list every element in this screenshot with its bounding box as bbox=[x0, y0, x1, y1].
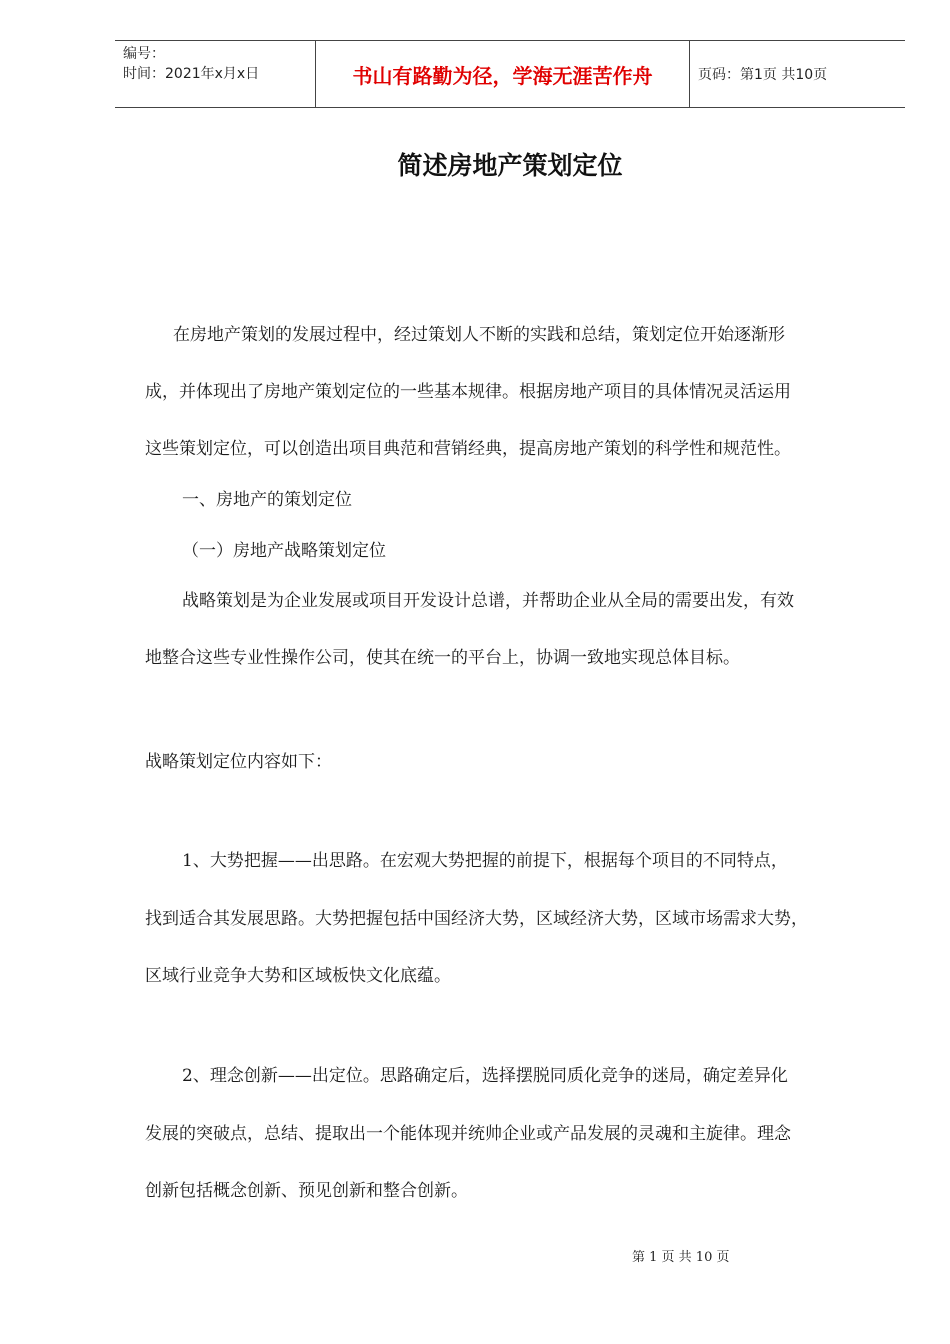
paragraph-line: 地整合这些专业性操作公司，使其在统一的平台上，协调一致地实现总体目标。 bbox=[145, 648, 740, 668]
paragraph-line: 在房地产策划的发展过程中，经过策划人不断的实践和总结，策划定位开始逐渐形 bbox=[173, 325, 785, 345]
paragraph-line: 发展的突破点，总结、提取出一个能体现并统帅企业或产品发展的灵魂和主旋律。理念 bbox=[145, 1124, 791, 1144]
paragraph-line: 成，并体现出了房地产策划定位的一些基本规律。根据房地产项目的具体情况灵活运用 bbox=[145, 382, 791, 402]
paragraph-line: 找到适合其发展思路。大势把握包括中国经济大势，区域经济大势，区域市场需求大势， bbox=[145, 909, 808, 929]
paragraph-line: 创新包括概念创新、预见创新和整合创新。 bbox=[145, 1181, 468, 1201]
header-page-label: 页码：第1页 共10页 bbox=[698, 67, 828, 83]
page-header bbox=[115, 40, 905, 108]
paragraph-line: 区域行业竞争大势和区域板快文化底蕴。 bbox=[145, 966, 451, 986]
header-meta bbox=[115, 41, 316, 107]
document-title: 简述房地产策划定位 bbox=[397, 151, 623, 180]
paragraph-line: 2、理念创新——出定位。思路确定后，选择摆脱同质化竞争的迷局，确定差异化 bbox=[182, 1066, 788, 1086]
subsection-heading: （一）房地产战略策划定位 bbox=[182, 541, 386, 561]
document-time-label: 时间：2021年x月x日 bbox=[123, 66, 260, 82]
paragraph-line: 1、大势把握——出思路。在宏观大势把握的前提下，根据每个项目的不同特点， bbox=[182, 851, 788, 871]
document-number-label: 编号： bbox=[123, 46, 165, 62]
section-heading: 一、房地产的策划定位 bbox=[182, 490, 352, 510]
page-footer: 第 1 页 共 10 页 bbox=[632, 1250, 730, 1265]
header-motto: 书山有路勤为径，学海无涯苦作舟 bbox=[316, 41, 690, 107]
paragraph-line: 这些策划定位，可以创造出项目典范和营销经典，提高房地产策划的科学性和规范性。 bbox=[145, 439, 791, 459]
content-intro: 战略策划定位内容如下： bbox=[145, 752, 332, 772]
paragraph-line: 战略策划是为企业发展或项目开发设计总谱，并帮助企业从全局的需要出发，有效 bbox=[182, 591, 794, 611]
